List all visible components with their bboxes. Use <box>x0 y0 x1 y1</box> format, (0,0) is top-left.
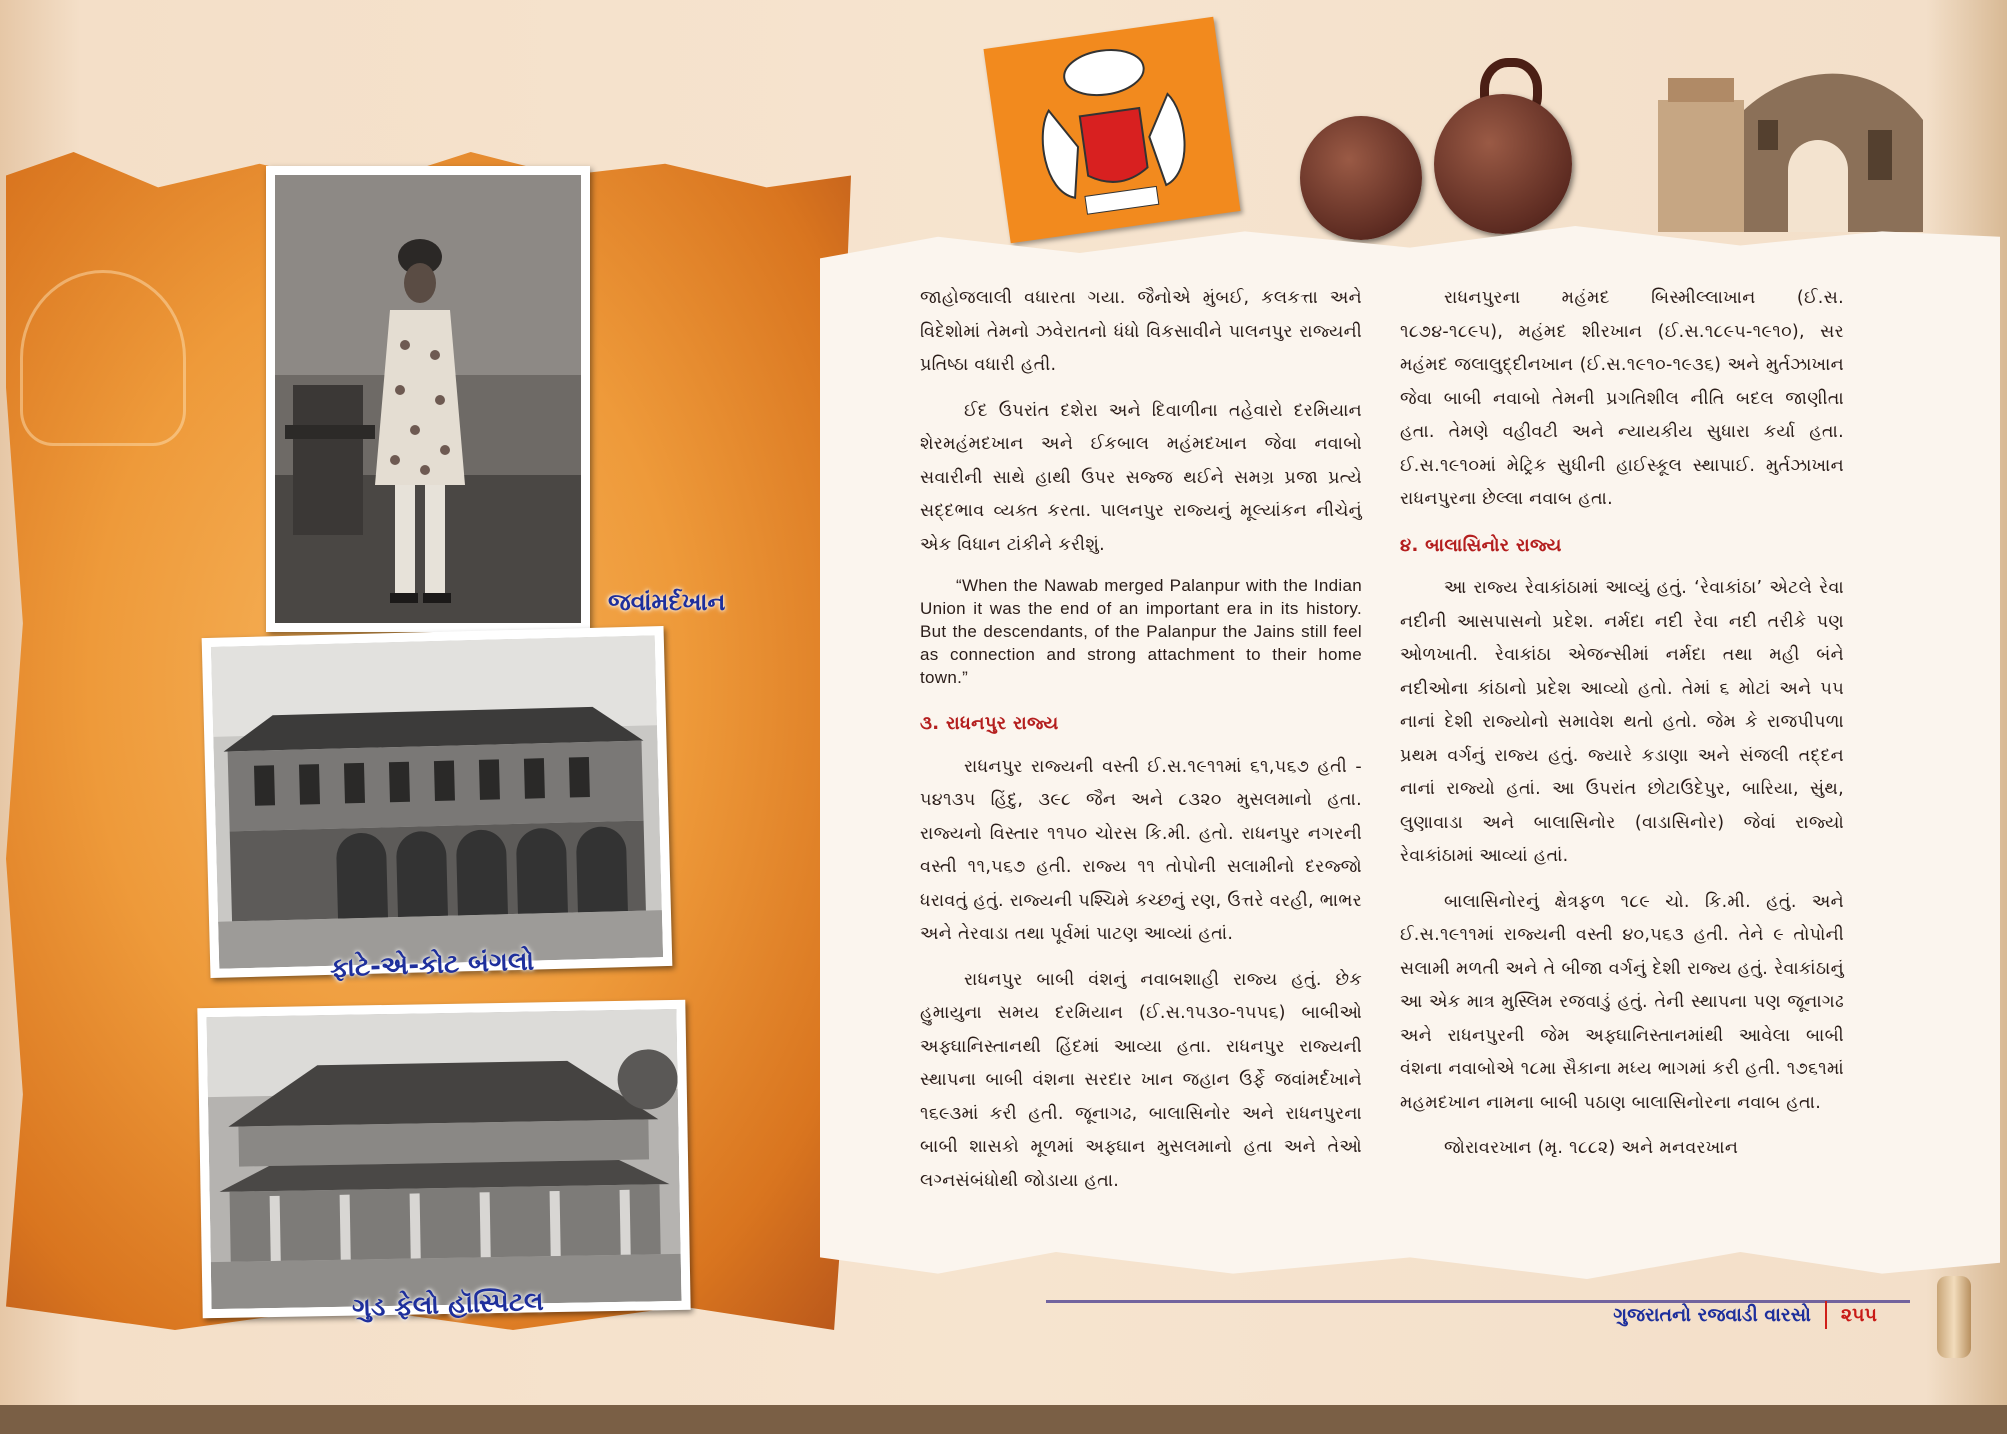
section-heading-radhanpur: ૩. રાધનપુર રાજ્ય <box>920 713 1059 734</box>
section-heading-balasinor: ૪. બાલાસિનોર રાજ્ય <box>1400 534 1562 556</box>
state-crest-image <box>983 17 1240 243</box>
scroll-ornament <box>1937 1276 1971 1358</box>
paragraph: રાધનપુરના મહંમદ બિસ્મીલ્લાખાન (ઈ.સ. ૧૮૭૪-૧૮૯૫), મહંમદ શીરખાન (ઈ.સ.૧૮૯૫-૧૯૧૦), સર મહંમદ જલાલુદ્દીનખાન (ઈ.સ.૧૯૧૦-૧૯૩૬) અને મુર્તઝાખાન જેવા બાબી નવાબો તેમની પ્રગતિશીલ નીતિ બદલ જાણીતા હતા. તેમણે વહીવટી અને ન્યાયકીય સુધારા કર્યા હતા. ઈ.સ.૧૯૧૦માં મેટ્રિક સુધીની હાઈસ્કૂલ સ્થાપાઈ. મુર્તઝાખાન રાધનપુરના છેલ્લા નવાબ હતા. <box>1400 288 1844 509</box>
book-title: ગુજરાતનો રજવાડી વારસો <box>1613 1304 1811 1326</box>
hospital-photo <box>197 1000 690 1318</box>
table-surface <box>0 1405 2007 1434</box>
bungalow-image <box>211 635 663 969</box>
hospital-caption: ગુડ ફેલો હૉસ્પિટલ <box>351 1286 545 1324</box>
crest-emblem <box>983 17 1240 243</box>
paragraph: જાહોજલાલી વધારતા ગયા. જૈનોએ મુંબઈ, કલકત્તા અને વિદેશોમાં તેમનો ઝવેરાતનો ધંધો વિકસાવીને પાલનપુર રાજ્યની પ્રતિષ્ઠા વધારી હતી. <box>920 288 1362 375</box>
footer-separator <box>1825 1301 1827 1329</box>
monument-image <box>1648 50 1936 232</box>
portrait-caption: જવાંમર્દખાન <box>608 588 726 616</box>
paragraph: રાધનપુર બાબી વંશનું નવાબશાહી રાજ્ય હતું. છેક હુમાયુના સમય દરમિયાન (ઈ.સ.૧૫૩૦-૧૫૫૬) બાબીઓ અફ્ઘાનિસ્તાનથી હિંદમાં આવ્યા હતા. રાધનપુર રાજ્યની સ્થાપના બાબી વંશના સરદાર ખાન જહાન ઉર્ફે જવાંમર્દખાને ૧૬૯૩માં કરી હતી. જૂનાગઢ, બાલાસિનોર અને રાધનપુરના બાબી શાસકો મૂળમાં અફ્ઘાન મુસલમાનો હતા અને તેઓ લગ્નસંબંધોથી જોડાયા હતા. <box>920 969 1362 1191</box>
faint-emblem-watermark <box>20 270 186 446</box>
right-text-column <box>1400 282 1844 1178</box>
page-footer <box>1613 1301 1877 1329</box>
monument-ruin <box>1648 50 1936 232</box>
bungalow-caption: ફાટે-એ-કોટ બંગલો <box>329 946 535 984</box>
portrait-image <box>275 175 581 623</box>
paragraph: આ રાજ્ય રેવાકાંઠામાં આવ્યું હતું. ‘રેવાકાંઠા’ એટલે રેવા નદીની આસપાસનો પ્રદેશ. નર્મદા નદી રેવા નદી તરીકે પણ ઓળખાતી. રેવાકાંઠા એજન્સીમાં નર્મદા તથા મહી બંને નદીઓના કાંઠાનો પ્રદેશ આવ્યો હતો. તેમાં ૬ મોટાં અને ૫૫ નાનાં દેશી રાજ્યોનો સમાવેશ થતો હતો. જેમ કે રાજપીપળા પ્રથમ વર્ગનું રાજ્ય હતું. જ્યારે કડાણા અને સંજલી તદ્દન નાનાં રાજ્યો હતાં. આ ઉપરાંત છોટાઉદેપુર, બારિયા, સુંથ, લુણાવાડા અને બાલાસિનોર (વાડાસિનોર) જેવાં રાજ્યો રેવાકાંઠામાં આવ્યાં હતાં. <box>1400 578 1844 866</box>
stamp-seal-right <box>1434 94 1572 234</box>
left-text-column <box>920 282 1362 1210</box>
stamp-seal-left <box>1300 116 1422 240</box>
paragraph: જોરાવરખાન (મૃ. ૧૮૮૨) અને મનવરખાન <box>1444 1138 1739 1158</box>
paragraph: રાધનપુર રાજ્યની વસ્તી ઈ.સ.૧૯૧૧માં ૬૧,૫૬૭ હતી - ૫૪૧૩૫ હિંદુ, ૩૯૮ જૈન અને ૮૩૨૦ મુસલમાનો હતા. રાજ્યનો વિસ્તાર ૧૧૫૦ ચોરસ કિ.મી. હતો. રાધનપુર નગરની વસ્તી ૧૧,૫૬૭ હતી. રાજ્ય ૧૧ તોપોની સલામીનો દરજ્જો ધરાવતું હતું. રાજ્યની પશ્ચિમે કચ્છનું રણ, ઉત્તરે વરહી, ભાભર અને તેરવાડા તથા પૂર્વમાં પાટણ આવ્યાં હતાં. <box>920 756 1362 944</box>
paragraph: ઈદ ઉપરાંત દશેરા અને દિવાળીના તહેવારો દરમિયાન શેરમહંમદખાન અને ઈકબાલ મહંમદખાન જેવા નવાબો સવારીની સાથે હાથી ઉપર સજ્જ થઈને સમગ્ર પ્રજા પ્રત્યે સદ્દભાવ વ્યક્ત કરતા. પાલનપુર રાજ્યનું મૂલ્યાંકન નીચેનું એક વિધાન ટાંકીને કરીશું. <box>920 400 1362 555</box>
hospital-image <box>206 1009 681 1309</box>
english-quote: “When the Nawab merged Palanpur with the Indian Union it was the end of an important era in its history. But the descendants, of the Palanpur the Jains still feel as connection and strong attachment to their home town.” <box>920 576 1362 687</box>
bungalow-photo <box>202 626 673 978</box>
page-number: ૨૫૫ <box>1840 1304 1877 1326</box>
paragraph: બાલાસિનોરનું ક્ષેત્રફળ ૧૮૯ ચો. કિ.મી. હતું. અને ઈ.સ.૧૯૧૧માં રાજ્યની વસ્તી ૪૦,૫૬૩ હતી. તેને ૯ તોપોની સલામી મળતી અને તે બીજા વર્ગનું દેશી રાજ્ય હતું. રેવાકાંઠાનું આ એક માત્ર મુસ્લિમ રજવાડું હતું. તેની સ્થાપના પણ જૂનાગઢ અને રાધનપુરની જેમ અફ્ઘાનિસ્તાનમાંથી આવેલા બાબી વંશના નવાબોએ ૧૮મા સૈકાના મધ્ય ભાગમાં કરી હતી. ૧૭૬૧માં મહમદખાન નામના બાબી પઠાણ બાલાસિનોરના નવાબ હતા. <box>1400 891 1844 1113</box>
portrait-photo <box>266 166 590 632</box>
